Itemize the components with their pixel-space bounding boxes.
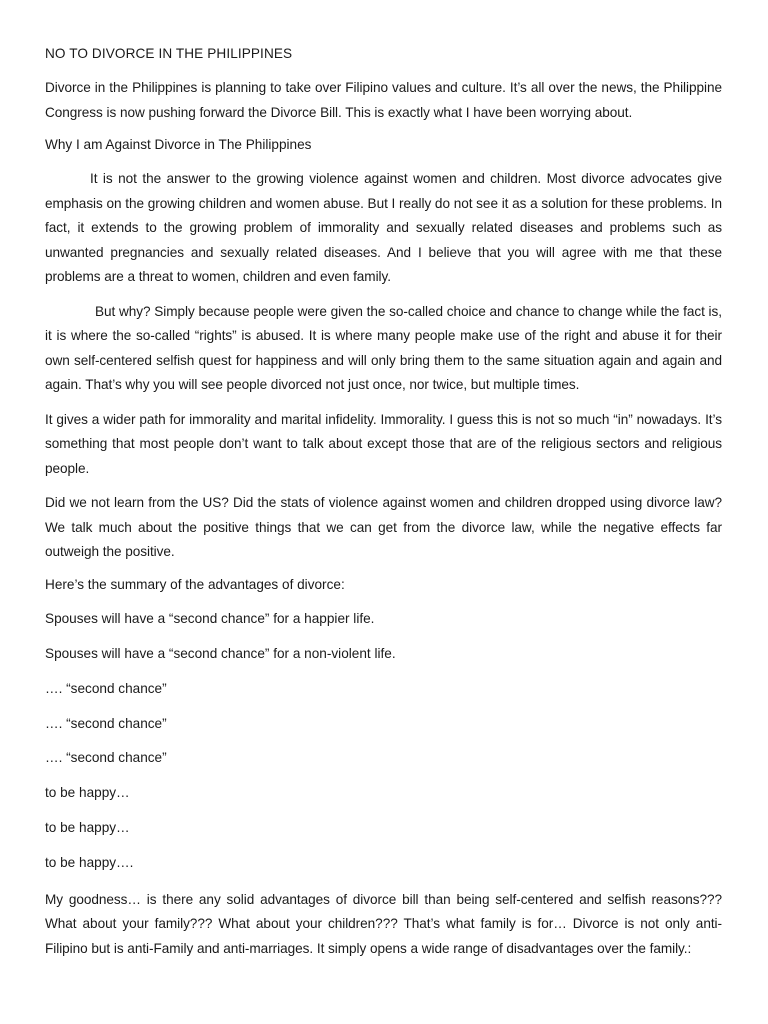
intro-paragraph: Divorce in the Philippines is planning to take over Filipino values and culture. It’s all over the news, the Philippine Congress is now pushing forward the Divorce Bill. This is exactly what I have been worrying about. [45,80,722,120]
summary-line: to be happy… [45,820,130,836]
summary-line: …. “second chance” [45,715,167,731]
summary-line: Spouses will have a “second chance” for a non-violent life. [45,646,396,662]
document-title: NO TO DIVORCE IN THE PHILIPPINES [45,46,293,61]
summary-line: …. “second chance” [45,750,167,766]
document-page [45,44,722,971]
summary-line: to be happy…. [45,854,134,870]
paragraph-5: My goodness… is there any solid advantages of divorce bill than being self-centered and selfish reasons??? What about your family??? What about your children??? That’s what family is for… Divorce is not only anti-Filipino but is anti-Family and anti-marriages. It simply opens a wide range of disadvantages over the family.: [45,891,722,956]
summary-line: …. “second chance” [45,680,167,696]
paragraph-3: It gives a wider path for immorality and marital infidelity. Immorality. I guess this is not so much “in” nowadays. It’s something that most people don’t want to talk about except those that are of the religious sectors and religious people. [45,411,722,476]
paragraph-2: But why? Simply because people were given the so-called choice and chance to change while the fact is, it is where the so-called “rights” is abused. It is where many people make use of the right and abuse it for their own self-centered selfish quest for happiness and will only bring them to the same situation again and again and again. That’s why you will see people divorced not just once, nor twice, but multiple times. [45,303,722,392]
summary-line: to be happy… [45,785,130,801]
subheading: Why I am Against Divorce in The Philippines [45,137,312,152]
summary-line: Spouses will have a “second chance” for a happier life. [45,611,375,627]
paragraph-4: Did we not learn from the US? Did the stats of violence against women and children dropped using divorce law? We talk much about the positive things that we can get from the divorce law, while the negative effects far outweigh the positive. [45,495,722,559]
paragraph-1: It is not the answer to the growing violence against women and children. Most divorce advocates give emphasis on the growing children and women abuse. But I really do not see it as a solution for these problems. In fact, it extends to the growing problem of immorality and sexually related diseases and problems such as unwanted pregnancies and sexually related diseases. And I believe that you will agree with me that these problems are a threat to women, children and even family. [45,171,722,284]
summary-heading: Here’s the summary of the advantages of divorce: [45,576,345,592]
